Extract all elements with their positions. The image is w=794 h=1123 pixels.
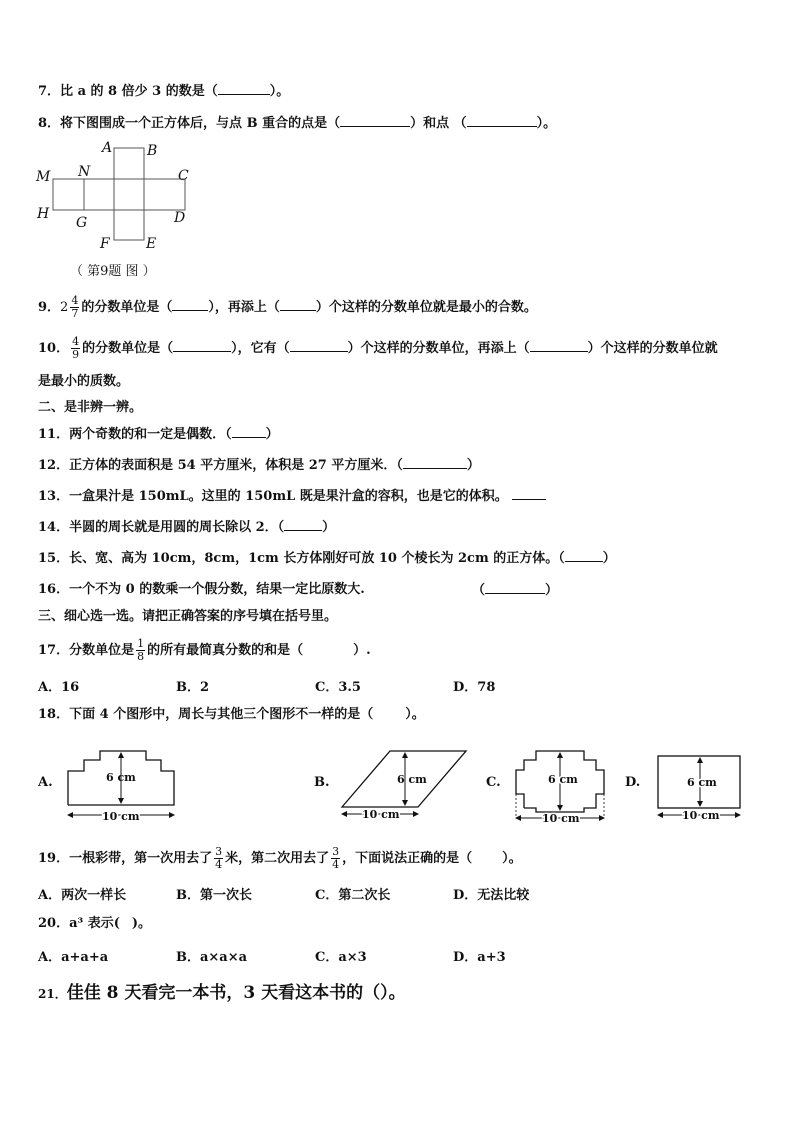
q20-option-d[interactable]: D．a+3 <box>453 950 506 965</box>
q18-option-b[interactable]: B. <box>314 775 330 790</box>
cube-net-figure <box>30 138 210 283</box>
label-M: M <box>36 169 51 185</box>
label-F: F <box>100 236 110 252</box>
question-7: 7．比 a 的 8 倍少 3 的数是（ ）。 <box>38 84 290 99</box>
question-10-cont: 是最小的质数。 <box>38 374 130 389</box>
label-N: N <box>78 164 91 180</box>
answer-blank[interactable] <box>485 581 545 594</box>
answer-blank[interactable] <box>530 339 588 352</box>
question-10: 10． $\frac{4}{9}$ 的分数单位是（ ），它有（ ）个这样的分数单位，再添上（ ）个这样的分数单位就 <box>38 335 718 361</box>
answer-blank[interactable] <box>467 114 537 127</box>
answer-blank[interactable] <box>340 114 410 127</box>
q19-option-d[interactable]: D．无法比较 <box>453 888 530 903</box>
q18-option-c[interactable]: C. <box>486 775 501 790</box>
answer-blank[interactable] <box>280 298 316 311</box>
answer-blank[interactable] <box>512 487 546 500</box>
fraction: $\frac{3}{4}$ <box>332 845 340 871</box>
question-20: 20．a³ 表示( )。 <box>38 916 152 931</box>
answer-blank[interactable] <box>173 339 231 352</box>
q18-option-a[interactable]: A. <box>38 775 53 790</box>
answer-blank[interactable] <box>172 298 208 311</box>
question-11: 11．两个奇数的和一定是偶数．（ ） <box>38 427 279 442</box>
answer-blank[interactable] <box>290 339 348 352</box>
svg-text:10 cm: 10 cm <box>682 809 720 822</box>
answer-blank[interactable] <box>218 82 270 95</box>
q20-option-a[interactable]: A．a+a+a <box>38 950 109 965</box>
question-16: 16．一个不为 0 的数乘一个假分数，结果一定比原数大. <box>38 582 365 597</box>
question-8: 8．将下图围成一个正方体后，与点 B 重合的点是（ ）和点 （ ）。 <box>38 116 557 131</box>
label-G: G <box>76 215 88 231</box>
question-17: 17．分数单位是 $\frac{1}{8}$ 的所有最简真分数的和是（ ）. <box>38 637 371 663</box>
label-C: C <box>178 168 189 184</box>
question-21: 21．佳佳 8 天看完一本书，3 天看这本书的（）。 <box>38 983 406 1003</box>
question-9: 9．2 $\frac{4}{7}$ 的分数单位是（ ），再添上（ ）个这样的分数单位就是最小的合数。 <box>38 294 537 320</box>
svg-text:6 cm: 6 cm <box>548 773 578 786</box>
answer-blank[interactable] <box>232 425 266 438</box>
svg-text:6 cm: 6 cm <box>687 776 717 789</box>
q20-option-b[interactable]: B．a×a×a <box>176 950 248 965</box>
question-14: 14．半圆的周长就是用圆的周长除以 2．（ ） <box>38 520 336 535</box>
q18-option-d[interactable]: D. <box>625 775 641 790</box>
question-18: 18．下面 4 个图形中，周长与其他三个图形不一样的是（ ）。 <box>38 707 425 722</box>
label-H: H <box>37 206 50 222</box>
q17-option-d[interactable]: D．78 <box>453 680 496 695</box>
label-B: B <box>147 143 158 159</box>
svg-text:6 cm: 6 cm <box>106 771 136 784</box>
figure-d-rectangle <box>652 748 748 823</box>
figure-caption: （ 第9题 图 ） <box>70 264 156 279</box>
fraction: $\frac{1}{8}$ <box>137 637 145 663</box>
figure-c-stepped-cross <box>510 748 612 828</box>
question-15: 15．长、宽、高为 10cm，8cm，1cm 长方体刚好可放 10 个棱长为 2cm 的正方体。（ ） <box>38 551 616 566</box>
label-E: E <box>146 236 157 252</box>
svg-text:10 cm: 10 cm <box>102 810 140 823</box>
q17-option-b[interactable]: B．2 <box>176 680 210 695</box>
figure-a-stepped-shape <box>62 748 182 823</box>
svg-text:6 cm: 6 cm <box>397 773 427 786</box>
section-3-heading: 三、细心选一选。请把正确答案的序号填在括号里。 <box>38 609 338 624</box>
section-2-heading: 二、是非辨一辨。 <box>38 400 143 415</box>
q20-option-c[interactable]: C．a×3 <box>315 950 367 965</box>
fraction: $\frac{4}{7}$ <box>71 294 79 320</box>
q17-option-c[interactable]: C．3.5 <box>315 680 361 695</box>
label-D: D <box>174 210 186 226</box>
fraction: $\frac{3}{4}$ <box>215 845 223 871</box>
label-A: A <box>102 140 113 156</box>
question-16-answer: （ ） <box>472 583 559 598</box>
cube-net-lines <box>53 148 185 240</box>
figure-b-parallelogram <box>338 748 470 823</box>
answer-blank[interactable] <box>403 456 467 469</box>
q19-option-a[interactable]: A．两次一样长 <box>38 888 127 903</box>
question-13: 13．一盒果汁是 150mL。这里的 150mL 既是果汁盒的容积，也是它的体积。 <box>38 487 546 506</box>
svg-text:10 cm: 10 cm <box>362 808 400 821</box>
question-12: 12．正方体的表面积是 54 平方厘米，体积是 27 平方厘米．（ ） <box>38 458 480 473</box>
fraction: $\frac{4}{9}$ <box>72 335 80 361</box>
answer-blank[interactable] <box>284 518 322 531</box>
answer-blank[interactable] <box>565 549 603 562</box>
q17-option-a[interactable]: A．16 <box>38 680 80 695</box>
svg-text:10 cm: 10 cm <box>542 812 580 825</box>
question-19: 19．一根彩带，第一次用去了 $\frac{3}{4}$ 米，第二次用去了 $\frac{3}{4}$ ，下面说法正确的是（ ）。 <box>38 845 522 871</box>
q19-option-c[interactable]: C．第二次长 <box>315 888 391 903</box>
q19-option-b[interactable]: B．第一次长 <box>176 888 252 903</box>
